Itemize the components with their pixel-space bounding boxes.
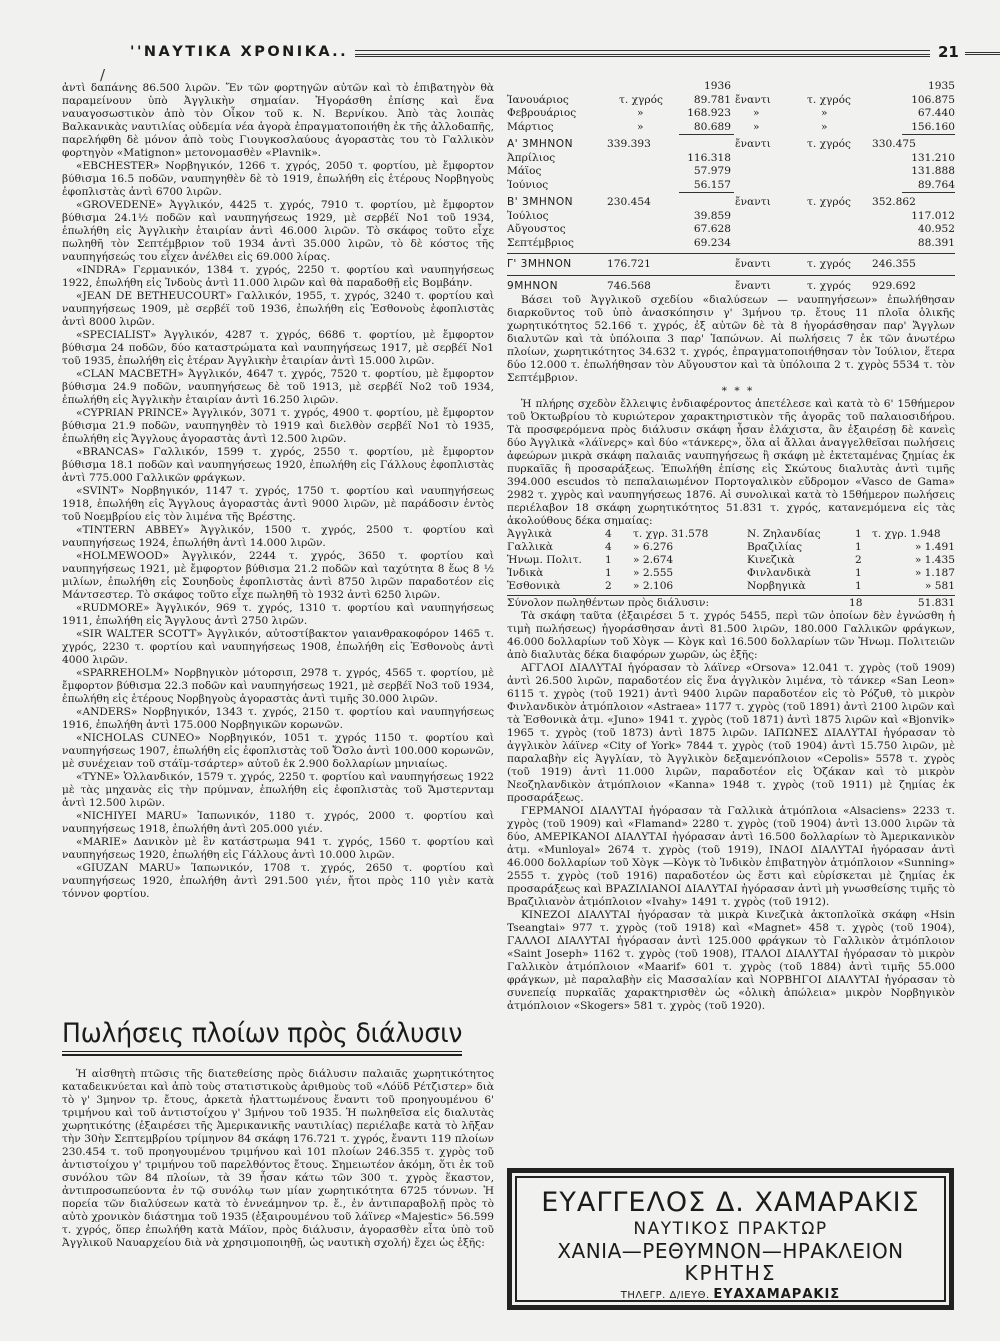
advertisement-content	[512, 1173, 949, 1305]
value-1936: 116.318	[687, 151, 731, 164]
versus-label: ἔναντι	[735, 93, 771, 106]
ship-entry: «GROVEDENE» Ἀγγλικόν, 4425 τ. χγρός, 7910 τ. φορτίου, μὲ ἔμφορτον βύθισμα 24.1½ ποδῶν καὶ ναυπηγήσεως 1929, μὲ σερβέϊ Νο1 τοῦ 1934, ἐπωλήθη εἰς Ἀγγλικὴν ἑταιρίαν ἀντὶ 46.000 λιρῶν. Τὸ σκάφος τοῦτο εἶχε πωληθῆ τὸν Σεπτέμβριον τοῦ 1934 ἀντὶ 35.000 λιρῶν, τὸ δὲ κόστος τῆς ναυπηγήσεώς του εἶχεν ἀνέλθει εἰς 69.000 λίρας.	[62, 199, 494, 263]
paragraph: Ἡ αἰσθητὴ πτῶσις τῆς διατεθείσης πρὸς διάλυσιν παλαιᾶς χωρητικότητος καταδεικνύεται καὶ ἀπὸ τοὺς στατιστικοὺς ἀριθμοὺς τοῦ «Λόϋδ Ρέτζιστερ» διὰ τὸ γ' 3μηνον τρ. ἔτους, ἀρκετὰ ἠλαττωμένους ἔναντι τοῦ προηγουμένου 6' τριμήνου καὶ τοῦ ἀντιστοίχου γ' 3μήνου τοῦ 1935. Ἡ πωληθεῖσα εἰς διαλυτὰς χωρητικότης (ἐξαιρέσει τῆς Ἀμερικανικῆς ναυτιλίας) περιέλαβε κατὰ τὸ λῆξαν τὴν 30ὴν Σεπτεμβρίου τρίμηνον 84 σκάφη 176.721 τ. χγρός, ἔναντι 119 πλοίων 230.454 τ. τοῦ προηγουμένου τριμήνου καὶ 101 πλοίων 246.355 τ. χγρὸς τοῦ ἀντιστοίχου γ' τριμήνου τοῦ παρελθόντος ἔτους. Σημειωτέον ἀκόμη, ὅτι ἐκ τοῦ συνόλου τῶν 84 πλοίων, τὰ 39 ἦσαν κάτω τῶν 300 τ. χγρὸς ἕκαστον, ἀντιπροσωπεύοντα ἐν τῷ συνόλῳ των μίαν χωρητικότητα 6725 τόννων. Ἡ πορεία τῶν διαλύσεων κατὰ τὸ ἐννεάμηνον τρ. ἔ., ἐν ἀντιπαραβολῇ πρὸς τὸ αὐτὸ χρονικὸν διάστημα τοῦ 1935 (ἐξαιρουμένου τοῦ λάϊνερ «Majestic» 56.599 τ. χγρός, ὅπερ ἐπωλήθη κατὰ Μάϊον, πρὸς διάλυσιν, ἀγορασθὲν εἶτα ὑπὸ τοῦ Ἀγγλικοῦ Ναυαρχείου διὰ νὰ χρησιμοποιηθῇ, ὡς ναυτικὴ σχολή) ἔχει ὡς ἑξῆς:	[62, 1068, 494, 1249]
paragraph: Ἡ πλήρης σχεδὸν ἔλλειψις ἐνδιαφέροντος ἀπετέλεσε καὶ κατὰ τὸ 6' 15θήμερον τοῦ Ὀκτωβρίου τὸ κυριώτερον χαρακτηριστικὸν τῆς ἀγορᾶς τοῦ παλαιοσιδήρου. Τὰ προσφερόμενα πρὸς διάλυσιν σκάφη ἦσαν ἐλάχιστα, ἂν ἐξαιρέσῃ δὲ κανεὶς δύο Ἀγγλικὰ «λάϊνερς» καὶ δύο «τάνκερς», ὅλα αἱ ἄλλαι ἀναγγελθεῖσαι πωλήσεις ἀφεώρων μικρὰ σκάφη παλαιᾶς ναυπηγήσεως ἢ σκάφη μὲ ἐκτεταμένας ζημίας ἐκ πυρκαϊᾶς ἢ προσαράξεως. Ἐπωλήθη ἐπίσης εἰς Σκώτους διαλυτὰς ἀντὶ τιμῆς 394.000 escudos τὸ πεπαλαιωμένον Πορτογαλικὸν εὔδρομον «Vasco de Gama» 2982 τ. χγρὸς καὶ ναυπηγήσεως 1876. Αἱ συνολικαὶ κατὰ τὸ 15θήμερον πωλήσεις περιέλαβον 18 σκάφη χωρητικότητος 51.831 τ. χγρός, κατανεμόμενα εἰς τὰς ἀκολούθους δέκα σημαίας:	[507, 398, 955, 527]
ship-count: 4	[605, 541, 612, 553]
ship-count: 1	[605, 554, 612, 566]
ship-count: 4	[605, 528, 612, 540]
sum-line	[679, 134, 734, 135]
value-1936: 89.781	[693, 93, 731, 106]
ship-count: 1	[605, 567, 612, 579]
ship-entry: «CLAN MACBETH» Ἀγγλικόν, 4647 τ. χγρός, 7520 τ. φορτίου, μὲ ἔμφορτον βύθισμα 24.9 ποδῶν, ναυπηγήσεως δὲ τοῦ 1913, μὲ σερβέϊ Νο2 τοῦ 1934, ἐπωλήθη εἰς Ἀγγλικὴν ἑταιρίαν ἀντὶ 16.250 λιρῶν.	[62, 368, 494, 406]
ship-entry: «NICHOLAS CUNEO» Νορβηγικόν, 1051 τ. χγρός 1150 τ. φορτίου καὶ ναυπηγήσεως 1907, ἐπωλήθη εἰς ἐφοπλιστὰς τοῦ Ὄσλο ἀντὶ 100.000 κορωνῶν, μὲ συνέχειαν τοῦ στάϊμ-τσάρτερ» αὐτοῦ ἐκ 2.900 δολλαρίων μηνιαίως.	[62, 732, 494, 770]
unit-label: τ. χγρός	[807, 279, 851, 292]
ship-entry: «NICHIYEI MARU» Ἰαπωνικόν, 1180 τ. χγρός, 2000 τ. φορτίου καὶ ναυπηγήσεως 1918, ἐπωλήθη ἀντὶ 205.000 γιέν.	[62, 810, 494, 835]
sum-line	[507, 275, 955, 276]
ditto-mark: »	[637, 120, 644, 133]
paragraph: ΓΕΡΜΑΝΟΙ ΔΙΑΛΥΤΑΙ ἠγόρασαν τὰ Γαλλικὰ ἀτμόπλοια «Alsaciens» 2233 τ. χγρὸς (τοῦ 1909) καὶ «Flamand» 2280 τ. χγρὸς (τοῦ 1904) ἀντὶ 13.000 λιρῶν τὰ δύο, ΑΜΕΡΙΚΑΝΟΙ ΔΙΑΛΥΤΑΙ ἠγόρασαν ἀντὶ 16.500 δολλαρίων τὸ Ἀμερικανικὸν ἀτμ. «Munloyal» 2674 τ. χγρὸς (τοῦ 1919), ΙΝΔΟΙ ΔΙΑΛΥΤΑΙ ἠγόρασαν ἀντὶ 46.000 δολλαρίων τοῦ Χὸγκ —Κὸγκ τὸ Ἰνδικὸν ἐπιβατηγὸν ἀτμόπλοιον «Sunning» 2555 τ. χγρὸς (τοῦ 1916) παραδοτέον ὡς ἔστι καὶ εὑρίσκεται μὲ ζημίας ἐκ προσαράξεως καὶ ΒΡΑΖΙΛΙΑΝΟΙ ΔΙΑΛΥΤΑΙ ἠγόρασαν ἀντὶ μὴ γνωσθείσης τιμῆς τὸ Βραζιλιανὸν ἀτμόπλοιον «Ivahy» 1491 τ. χγρὸς (τοῦ 1912).	[507, 805, 955, 908]
month-label: Αὔγουστος	[507, 223, 566, 235]
ship-entry: «TINTERN ABBEY» Ἀγγλικόν, 1500 τ. χγρός, 2500 τ. φορτίου καὶ ναυπηγήσεως 1924, ἐπωλήθη ἀντὶ 14.000 λιρῶν.	[62, 524, 494, 549]
agent-title: ΝΑΥΤΙΚΟΣ ΠΡΑΚΤΩΡ	[633, 1219, 828, 1239]
value-1935: 117.012	[911, 209, 955, 222]
total-label: 9ΜΗΝΟΝ	[507, 279, 559, 292]
ditto-mark: »	[637, 107, 644, 119]
stats-year-header	[507, 80, 955, 94]
value-1936: 69.234	[693, 236, 731, 249]
sum-line	[679, 192, 734, 193]
paragraph: Τὰ σκάφη ταῦτα (ἐξαιρέσει 5 τ. χγρός 5455, περὶ τῶν ὁποίων δὲν ἐγνώσθη ἡ τιμὴ πωλήσεως) ἠγοράσθησαν ἀντὶ 81.500 λιρῶν, 180.000 Γαλλικῶν φράγκων, 46.000 δολλαρίων τοῦ Χὸγκ — Κὸγκ καὶ 16.500 δολλαρίων τῶν Ἡνωμ. Πολιτειῶν ἀπὸ διαλυτὰς δέκα διαφόρων χωρῶν, ὡς ἑξῆς:	[507, 610, 955, 661]
section-headline	[62, 1018, 494, 1056]
header-double-rule	[355, 54, 930, 57]
stats-row	[507, 152, 955, 166]
sum-line	[507, 595, 955, 596]
country-name: Ν. Ζηλανδίας	[747, 528, 821, 540]
ditto-mark: »	[821, 107, 828, 119]
unit-label: τ. χγρός	[619, 93, 663, 106]
country-row	[507, 528, 955, 541]
unit-label: τ. χγρός	[807, 196, 851, 208]
paragraph: ΚΙΝΕΖΟΙ ΔΙΑΛΥΤΑΙ ἠγόρασαν τὰ μικρὰ Κινεζικὰ ἀκτοπλοϊκὰ σκάφη «Hsin Tseangtai» 977 τ. χγρὸς (τοῦ 1918) καὶ «Magnet» 458 τ. χγρὸς (τοῦ 1904), ΓΑΛΛΟΙ ΔΙΑΛΥΤΑΙ ἠγόρασαν ἀντὶ 125.000 φράγκων τὸ Γαλλικὸν ἀτμόπλοιον «Saint Joseph» 1162 τ. χγρὸς (τοῦ 1908), ΙΤΑΛΟΙ ΔΙΑΛΥΤΑΙ ἠγόρασαν τὸ μικρὸν Γαλλικὸν ἀτμόπλοιον «Maarif» 601 τ. χγρὸς (τοῦ 1884) ἀντὶ τιμῆς 55.000 φράγκων, μὲ παραλαβὴν εἰς Μασσαλίαν καὶ ΝΟΡΒΗΓΟΙ ΔΙΑΛΥΤΑΙ ἠγόρασαν τὸ συνεπείᾳ πυρκαϊᾶς χαρακτηρισθὲν ὡς «ὁλικὴ ἀπώλεια» μικρὸν Νορβηγικὸν ἀτμόπλοιον «Skogers» 581 τ. χγρὸς (τοῦ 1920).	[507, 909, 955, 1012]
stats-row	[507, 223, 955, 237]
tonnage: » 1.187	[914, 567, 955, 579]
ship-entry: «SIR WALTER SCOTT» Ἀγγλικόν, αὐτοστίβακτον γαιανθρακοφόρον 1465 τ. χγρός, 2230 τ. φορτίου καὶ ναυπηγήσεως 1908, ἐπωλήθη εἰς Ἐσθονοὺς ἀντὶ 4000 λιρῶν.	[62, 628, 494, 666]
quarter-value-1935: 352.862	[872, 196, 916, 208]
publication-title: ''ΝΑΥΤΙΚΑ ΧΡΟΝΙΚΑ..	[130, 44, 349, 60]
month-label: Μάρτιος	[507, 120, 554, 133]
total-count: 18	[849, 597, 863, 609]
paragraph: Βάσει τοῦ Ἀγγλικοῦ σχεδίου «διαλύσεων — ναυπηγήσεων» ἐπωλήθησαν διαρκοῦντος τοῦ ὑπὸ ἀνασκόπησιν γ' 3μήνου τρ. ἔτους 11 πλοῖα ὁλικῆς χωρητικότητος 52.166 τ. χγρός, ἐξ αὐτῶν δὲ τὰ 8 ἠγοράσθησαν παρ' Ἄγγλων διαλυτῶν καὶ τὰ ὑπόλοιπα 3 παρ' Ἰαπώνων. Αἱ πωλήσεις 7 ἐκ τῶν ἀνωτέρω πλοίων, χωρητικότητος 34.632 τ. χγρός, ἐπραγματοποιήθησαν τὸν Ἰούλιον, ἕτερα δύο 12.000 τ. ἐπωλήθησαν τὸν Αὔγουστον καὶ τὰ ὑπόλοιπα 2 τ. χγρὸς 5534 τ. τὸν Σεπτέμβριον.	[507, 294, 955, 384]
ditto-mark: »	[821, 120, 828, 133]
country-row	[507, 554, 955, 567]
stats-quarter-row	[507, 138, 955, 152]
agent-island: ΚΡΗΤΗΣ	[684, 1261, 777, 1285]
tonnage: » 2.674	[633, 554, 674, 566]
month-label: Μάϊος	[507, 165, 542, 177]
ship-entry: «ANDERS» Νορβηγικόν, 1343 τ. χγρός, 2150 τ. φορτίου καὶ ναυπηγήσεως 1916, ἐπωλήθη ἀντὶ 175.000 Νορβηγικῶν κορωνῶν.	[62, 706, 494, 731]
ship-entry: «SPECIALIST» Ἀγγλικόν, 4287 τ. χγρός, 6686 τ. φορτίου, μὲ ἔμφορτον βύθισμα 24 ποδῶν, δύο καταστρώματα καὶ ναυπηγήσεως 1917, μὲ σερβέϊ Νο1 τοῦ 1935, ἐπωλήθη εἰς ἑτέραν Ἀγγλικὴν ἑταιρίαν ἀντὶ 15.000 λιρῶν.	[62, 329, 494, 367]
countries-table	[507, 528, 955, 610]
value-1935: 131.210	[911, 151, 955, 164]
stats-row	[507, 165, 955, 179]
value-1935: 88.391	[917, 236, 955, 249]
paragraph: ἀντὶ δαπάνης 86.500 λιρῶν. Ἔν τῶν φορτηγῶν αὐτῶν καὶ τὸ ἐπιβατηγὸν θὰ παραμείνουν ὑπὸ Ἀγγλικὴν σημαίαν. Ἠγοράσθη ἐπίσης καὶ ἕνα ναυαγοσωστικὸν ἀπὸ τὸν Οἶκον τοῦ κ. Ν. Βερνίκου. Ἀπὸ τὰς λοιπὰς Βαλκανικὰς ναυτιλίας οὐδεμία νέα ἀγορὰ ἐπραγματοποιήθη ἐκ τῆς ἀλλοδαπῆς, παρελήφθη δὲ μόνον ἀπὸ τοὺς Γιουγκοσλαύους ἀγοραστὰς του τὸ Γαλλικὸν φορτηγὸν «Matignon» μετονομασθὲν «Plavnik».	[62, 82, 494, 159]
year-1936: 1936	[704, 80, 731, 92]
value-1936: 56.157	[693, 178, 731, 191]
year-1935: 1935	[928, 80, 955, 92]
ship-entry: «MARIE» Δανικὸν μὲ ἓν κατάστρωμα 941 τ. χγρός, 1560 τ. φορτίου καὶ ναυπηγήσεως 1920, ἐπωλήθη εἰς Γάλλους ἀντὶ 10.000 λιρῶν.	[62, 836, 494, 861]
month-label: Ἰανουάριος	[507, 93, 569, 106]
paragraph: ΑΓΓΛΟΙ ΔΙΑΛΥΤΑΙ ἠγόρασαν τὸ λάϊνερ «Orsova» 12.041 τ. χγρὸς (τοῦ 1909) ἀντὶ 26.500 λιρῶν, παραδοτέον εἰς ἕνα ἀγγλικὸν λιμένα, τὸ τάνκερ «San Leon» 6115 τ. χγρὸς (τοῦ 1921) ἀντὶ 9400 λιρῶν παραδοτέον εἰς τὸ Ρόζυθ, τὸ μικρὸν Φινλανδικὸν ἀτμόπλοιον «Astraea» 1177 τ. χγρὸς (τοῦ 1891) ἀντὶ 2100 λιρῶν καὶ τὰ Ἐσθονικὰ ἀτμ. «Juno» 1941 τ. χγρὸς (τοῦ 1871) ἀντὶ 1875 λιρῶν καὶ «Bjonvik» 1965 τ. χγρὸς (τοῦ 1873) ἀντὶ 1875 λιρῶν. ΙΑΠΩΝΕΣ ΔΙΑΛΥΤΑΙ ἠγόρασαν τὸ ἀγγλικὸν λάϊνερ «City of York» 7844 τ. χγρὸς (τοῦ 1904) ἀντὶ 15.750 λιρῶν, μὲ παραλαβὴν εἰς Ἀγγλίαν, τὸ Ἀγγλικὸν δεξαμενόπλοιον «Cepolis» 5578 τ. χγρὸς (τοῦ 1919) ἀντὶ 11.000 λιρῶν, παραδοτέον εἰς Ὀζάκαν καὶ τὸ μικρὸν Νεοζηλανδικὸν ἀτμόπλοιον «Kanna» 1948 τ. χγρὸς (τοῦ 1911) μὲ ζημίας ἐκ προσαράξεως.	[507, 662, 955, 804]
headline-underline	[62, 1051, 462, 1056]
versus-label: ἔναντι	[735, 279, 771, 292]
telegraph-label: ΤΗΛΕΓΡ. Δ/ΙΕΥΘ.	[620, 1290, 714, 1301]
ditto-mark: »	[753, 120, 760, 133]
tonnage: » 2.106	[633, 580, 674, 592]
left-column	[62, 82, 494, 901]
quarter-label: Γ' 3ΜΗΝΟΝ	[507, 258, 572, 270]
margin-mark: /	[100, 66, 106, 84]
value-1936: 39.859	[693, 209, 731, 222]
month-label: Φεβρουάριος	[507, 107, 577, 119]
value-1936: 67.628	[693, 223, 731, 235]
country-name: Ἰνδικὰ	[507, 567, 544, 579]
ship-entry: «BRANCAS» Γαλλικόν, 1599 τ. χγρός, 2550 τ. φορτίου, μὲ ἔμφορτον βύθισμα 18.1 ποδῶν καὶ ναυπηγήσεως 1920, ἐπωλήθη εἰς Γάλλους ἐφοπλιστὰς ἀντὶ 775.000 Γαλλικῶν φράγκων.	[62, 446, 494, 484]
ship-entry: «EBCHESTER» Νορβηγικόν, 1266 τ. χγρός, 2050 τ. φορτίου, μὲ ἔμφορτον βύθισμα 16.5 ποδῶν, ναυπηγηθὲν δὲ τὸ 1919, ἐπωλήθη εἰς ἑτέρους Νορβηγοὺς ἐφοπλιστὰς ἀντὶ 6700 λιρῶν.	[62, 160, 494, 198]
country-name: Ἀγγλικὰ	[507, 528, 552, 540]
ship-entry: «GIUZAN MARU» Ἰαπωνικόν, 1708 τ. χγρός, 2650 τ. φορτίου καὶ ναυπηγήσεως 1920, ἐπωλήθη ἀντὶ 291.500 γιέν, ἤτοι πρὸς 110 γιὲν κατὰ τόννον φορτίου.	[62, 862, 494, 900]
ship-entry: «SVINT» Νορβηγικόν, 1147 τ. χγρός, 1750 τ. φορτίου καὶ ναυπηγήσεως 1918, ἐπωλήθη εἰς Ἄγγλους ἀγοραστὰς ἀντὶ 9000 λιρῶν, μὲ παράδοσιν ἐντὸς τοῦ Νοεμβρίου εἰς τὸν λιμένα τῆς Βρέστης.	[62, 485, 494, 523]
stats-total-row	[507, 280, 955, 294]
header-rule	[355, 50, 930, 51]
ship-count: 1	[855, 541, 862, 553]
ship-entry: «CYPRIAN PRINCE» Ἀγγλικόν, 3071 τ. χγρός, 4900 τ. φορτίου, μὲ ἔμφορτον βύθισμα 21.9 ποδῶν, ναυπηγηθὲν τὸ 1919 καὶ διελθὸν σερβέϊ Νο1 τὸ 1935, ἐπωλήθη εἰς Ἄγγλους ἀγοραστὰς ἀντὶ 12.500 λιρῶν.	[62, 407, 494, 445]
value-1935: 40.952	[917, 223, 955, 235]
headline-text: Πωλήσεις πλοίων πρὸς διάλυσιν	[62, 1018, 463, 1049]
sum-line	[902, 192, 955, 193]
value-1935: 131.888	[911, 165, 955, 177]
page-header	[60, 40, 960, 66]
header-rule-right	[965, 52, 1000, 55]
stats-row	[507, 94, 955, 108]
country-name: Γαλλικὰ	[507, 541, 553, 553]
quarter-value-1936: 176.721	[607, 258, 651, 270]
ship-count: 2	[855, 554, 862, 566]
value-1936: 80.689	[693, 120, 731, 133]
stats-row	[507, 210, 955, 224]
month-label: Ἀπρίλιος	[507, 151, 556, 164]
sum-rule	[507, 272, 955, 280]
ship-entry: «INDRA» Γερμανικόν, 1384 τ. χγρός, 2250 τ. φορτίου καὶ ναυπηγήσεως 1922, ἐπωλήθη εἰς Ἰνδοὺς ἀντὶ 11.000 λιρῶν καὶ θὰ παραδοθῇ εἰς Βομβάην.	[62, 264, 494, 289]
tonnage: » 6.276	[633, 541, 674, 553]
ship-entry: «TYNE» Ὁλλανδικόν, 1579 τ. χγρός, 2250 τ. φορτίου καὶ ναυπηγήσεως 1922 μὲ τὰς μηχανὰς εἰς τὴν πρύμναν, ἐπωλήθη εἰς ἐφοπλιστὰς τοῦ Ἄμστερνταμ ἀντὶ 12.500 λιρῶν.	[62, 771, 494, 809]
stats-quarter-row	[507, 258, 955, 272]
unit-label: τ. χγρός	[807, 258, 851, 270]
agent-name: ΕΥΑΓΓΕΛΟΣ Δ. ΧΑΜΑΡΑΚΙΣ	[541, 1187, 920, 1218]
total-label: Σύνολον πωληθέντων πρὸς διάλυσιν:	[507, 597, 710, 609]
value-1935: 89.764	[917, 178, 955, 191]
tonnage: » 581	[924, 580, 955, 592]
tonnage: » 2.555	[633, 567, 674, 579]
month-label: Ἰούλιος	[507, 209, 549, 222]
value-1935: 106.875	[911, 93, 955, 106]
unit-label: τ. χγρός	[807, 138, 851, 150]
country-name: Νορβηγικὰ	[747, 580, 806, 592]
country-name: Βραζιλίας	[747, 541, 803, 553]
sum-line	[902, 134, 955, 135]
value-1936: 57.979	[693, 165, 731, 177]
stats-row	[507, 179, 955, 193]
total-value-1935: 929.692	[872, 279, 916, 292]
unit-label: τ. χγρός	[807, 93, 851, 106]
advertisement-box	[507, 1168, 954, 1310]
sum-rule	[507, 250, 955, 258]
country-row	[507, 541, 955, 554]
ship-count: 1	[855, 580, 862, 592]
tonnage: » 1.435	[914, 554, 955, 566]
country-name: Κινεζικὰ	[747, 554, 795, 566]
stats-row	[507, 121, 955, 135]
versus-label: ἔναντι	[735, 138, 771, 150]
agent-cities: ΧΑΝΙΑ—ΡΕΘΥΜΝΟΝ—ΗΡΑΚΛΕΙΟΝ	[557, 1239, 904, 1263]
separator: * * *	[721, 385, 755, 397]
stats-quarter-row	[507, 196, 955, 210]
quarter-value-1935: 330.475	[872, 138, 916, 150]
tonnage: τ. χγρ. 1.948	[872, 528, 941, 540]
versus-label: ἔναντι	[735, 258, 771, 270]
ship-entry: «HOLMEWOOD» Ἀγγλικόν, 2244 τ. χγρός, 3650 τ. φορτίου καὶ ναυπηγήσεως 1921, μὲ ἔμφορτον βύθισμα 21.2 ποδῶν καὶ ταχύτητα 8 ἕως 8 ½ μιλίων, ἐπωλήθη εἰς Σουηδοὺς ἐφοπλιστὰς ἀντὶ 8750 λιρῶν παραδοτέον εἰς Μάντσεστερ. Τὸ σκάφος τοῦτο εἶχε πωληθῆ τὸ 1932 ἀντὶ 6250 λιρῶν.	[62, 550, 494, 601]
value-1936: 168.923	[687, 107, 731, 119]
page-number: 21	[938, 43, 959, 61]
ship-entry: «RUDMORE» Ἀγγλικόν, 969 τ. χγρός, 1310 τ. φορτίου καὶ ναυπηγήσεως 1911, ἐπωλήθη εἰς Ἄγγλους ἀντὶ 2750 λιρῶν.	[62, 602, 494, 627]
value-1935: 156.160	[911, 120, 955, 133]
quarter-value-1936: 230.454	[607, 196, 651, 208]
sum-line	[507, 253, 955, 254]
country-name: Ἡνωμ. Πολιτ.	[507, 554, 582, 566]
scrapping-stats-table	[507, 80, 955, 1013]
month-label: Σεπτέμβριος	[507, 236, 574, 249]
country-row	[507, 567, 955, 580]
stats-row	[507, 107, 955, 121]
quarter-value-1936: 339.393	[607, 138, 651, 150]
tonnage: » 1.491	[914, 541, 955, 553]
stats-row	[507, 237, 955, 251]
tonnage: τ. χγρ. 31.578	[633, 528, 709, 540]
quarter-label: Α' 3ΜΗΝΟΝ	[507, 138, 574, 150]
ship-entry: «JEAN DE BETHEUCOURT» Γαλλικόν, 1955, τ. χγρός, 3240 τ. φορτίου καὶ ναυπηγήσεως 1909, μὲ σερβέϊ τοῦ 1936, ἐπωλήθη εἰς Ἐσθονοὺς ἐφοπλιστὰς ἀντὶ 8000 λιρῶν.	[62, 290, 494, 328]
telegraph-value: ΕΥΑΧΑΜΑΡΑΚΙΣ	[713, 1287, 841, 1302]
total-row	[507, 597, 955, 610]
versus-label: ἔναντι	[735, 196, 771, 208]
month-label: Ἰούνιος	[507, 178, 549, 191]
quarter-value-1935: 246.355	[872, 258, 916, 270]
country-row	[507, 580, 955, 593]
right-column	[507, 294, 955, 1013]
ship-count: 1	[855, 528, 862, 540]
ship-entry: «SPARREHOLM» Νορβηγικὸν μότορσιπ, 2978 τ. χγρός, 4565 τ. φορτίου, μὲ ἔμφορτον βύθισμα 22.3 ποδῶν καὶ ναυπηγήσεως 1921, μὲ σερβέϊ Νο3 τοῦ 1934, ἐπωλήθη εἰς ἑτέρους Νορβηγοὺς ἀγοραστὰς ἀντὶ τιμῆς 30.000 λιρῶν.	[62, 667, 494, 705]
total-value-1936: 746.568	[607, 279, 651, 292]
ditto-mark: »	[753, 107, 760, 119]
country-name: Φινλανδικὰ	[747, 567, 811, 579]
ship-count: 2	[605, 580, 612, 592]
section-body	[62, 1068, 494, 1250]
value-1935: 67.440	[917, 107, 955, 119]
country-name: Ἐσθονικὰ	[507, 580, 561, 592]
telegraph-address	[512, 1287, 949, 1302]
ship-count: 1	[855, 567, 862, 579]
quarter-label: Β' 3ΜΗΝΟΝ	[507, 196, 574, 208]
total-tonnage: 51.831	[917, 597, 955, 609]
